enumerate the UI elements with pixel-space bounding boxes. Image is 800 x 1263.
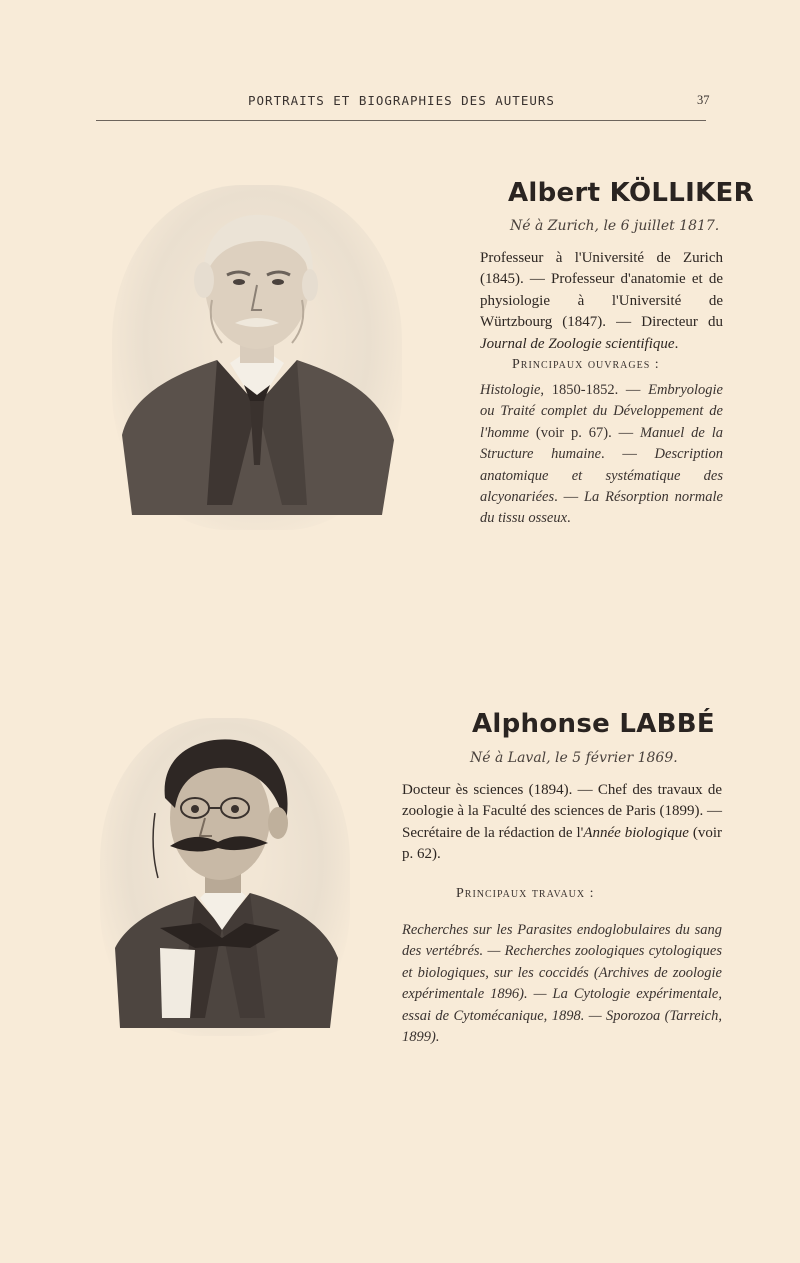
work-title: Embryologie ou Traité complet du Développement de l'homme [480, 382, 723, 441]
author-name: Alphonse LABBÉ [472, 709, 715, 739]
work-title: Histologie [480, 382, 541, 398]
work-title: Recherches sur les Parasites endoglobulaires du sang des vertébrés. — Recherches zoologiques cytologiques et biologiques, sur les coccidés (Archives de zoologie expérimentale 1896). — La Cytologie expérimentale, essai de Cytomécanique, 1898. — Sporozoa (Tarreich, 1899). [402, 922, 722, 1046]
birth-line: Né à Zurich, le 6 juillet 1817. [510, 218, 720, 234]
bio-text: Docteur ès sciences (1894). — Chef des travaux de zoologie à la Faculté des sciences de Paris (1899). — Secrétaire de la rédaction de l' [402, 782, 722, 841]
portrait-labbe [100, 718, 350, 1036]
author-name: Albert KÖLLIKER [508, 178, 754, 208]
bio-text: (voir p. 62). [402, 824, 722, 863]
birth-line: Né à Laval, le 5 février 1869. [470, 750, 678, 766]
work-title: Description anatomique et systématique des alcyonariées [480, 446, 723, 506]
biography [480, 248, 723, 355]
running-head: PORTRAITS ET BIOGRAPHIES DES AUTEURS [248, 93, 555, 108]
portrait-kolliker-engraving [112, 185, 402, 530]
works-list [402, 920, 722, 1048]
work-title: La Résorption normale du tissu osseux [480, 489, 723, 527]
bio-text: . [674, 335, 679, 352]
journal-title: Journal de Zoologie scientifique [480, 335, 675, 352]
bio-text: Professeur à l'Université de Zurich (1845). — Professeur d'anatomie et de physiologie à l'Université de Würtzbourg (1847). — Directeur du [480, 250, 723, 331]
section-heading: Principaux travaux : [456, 886, 595, 901]
portrait-kolliker [112, 185, 402, 530]
portrait-labbe-engraving [100, 718, 350, 1036]
work-sep: (voir p. 67). — [529, 424, 640, 441]
section-heading: Principaux ouvrages : [512, 357, 660, 372]
work-sep: . — [601, 446, 655, 463]
work-sep: . [567, 510, 571, 527]
work-sep: , 1850-1852. — [540, 382, 649, 398]
works-list [480, 380, 723, 530]
work-sep: . — [554, 489, 584, 506]
header-rule [96, 120, 706, 121]
work-title: Manuel de la Structure humaine [480, 424, 723, 463]
biography [402, 780, 722, 866]
journal-title: Année biologique [583, 824, 689, 841]
page-number: 37 [697, 93, 710, 107]
